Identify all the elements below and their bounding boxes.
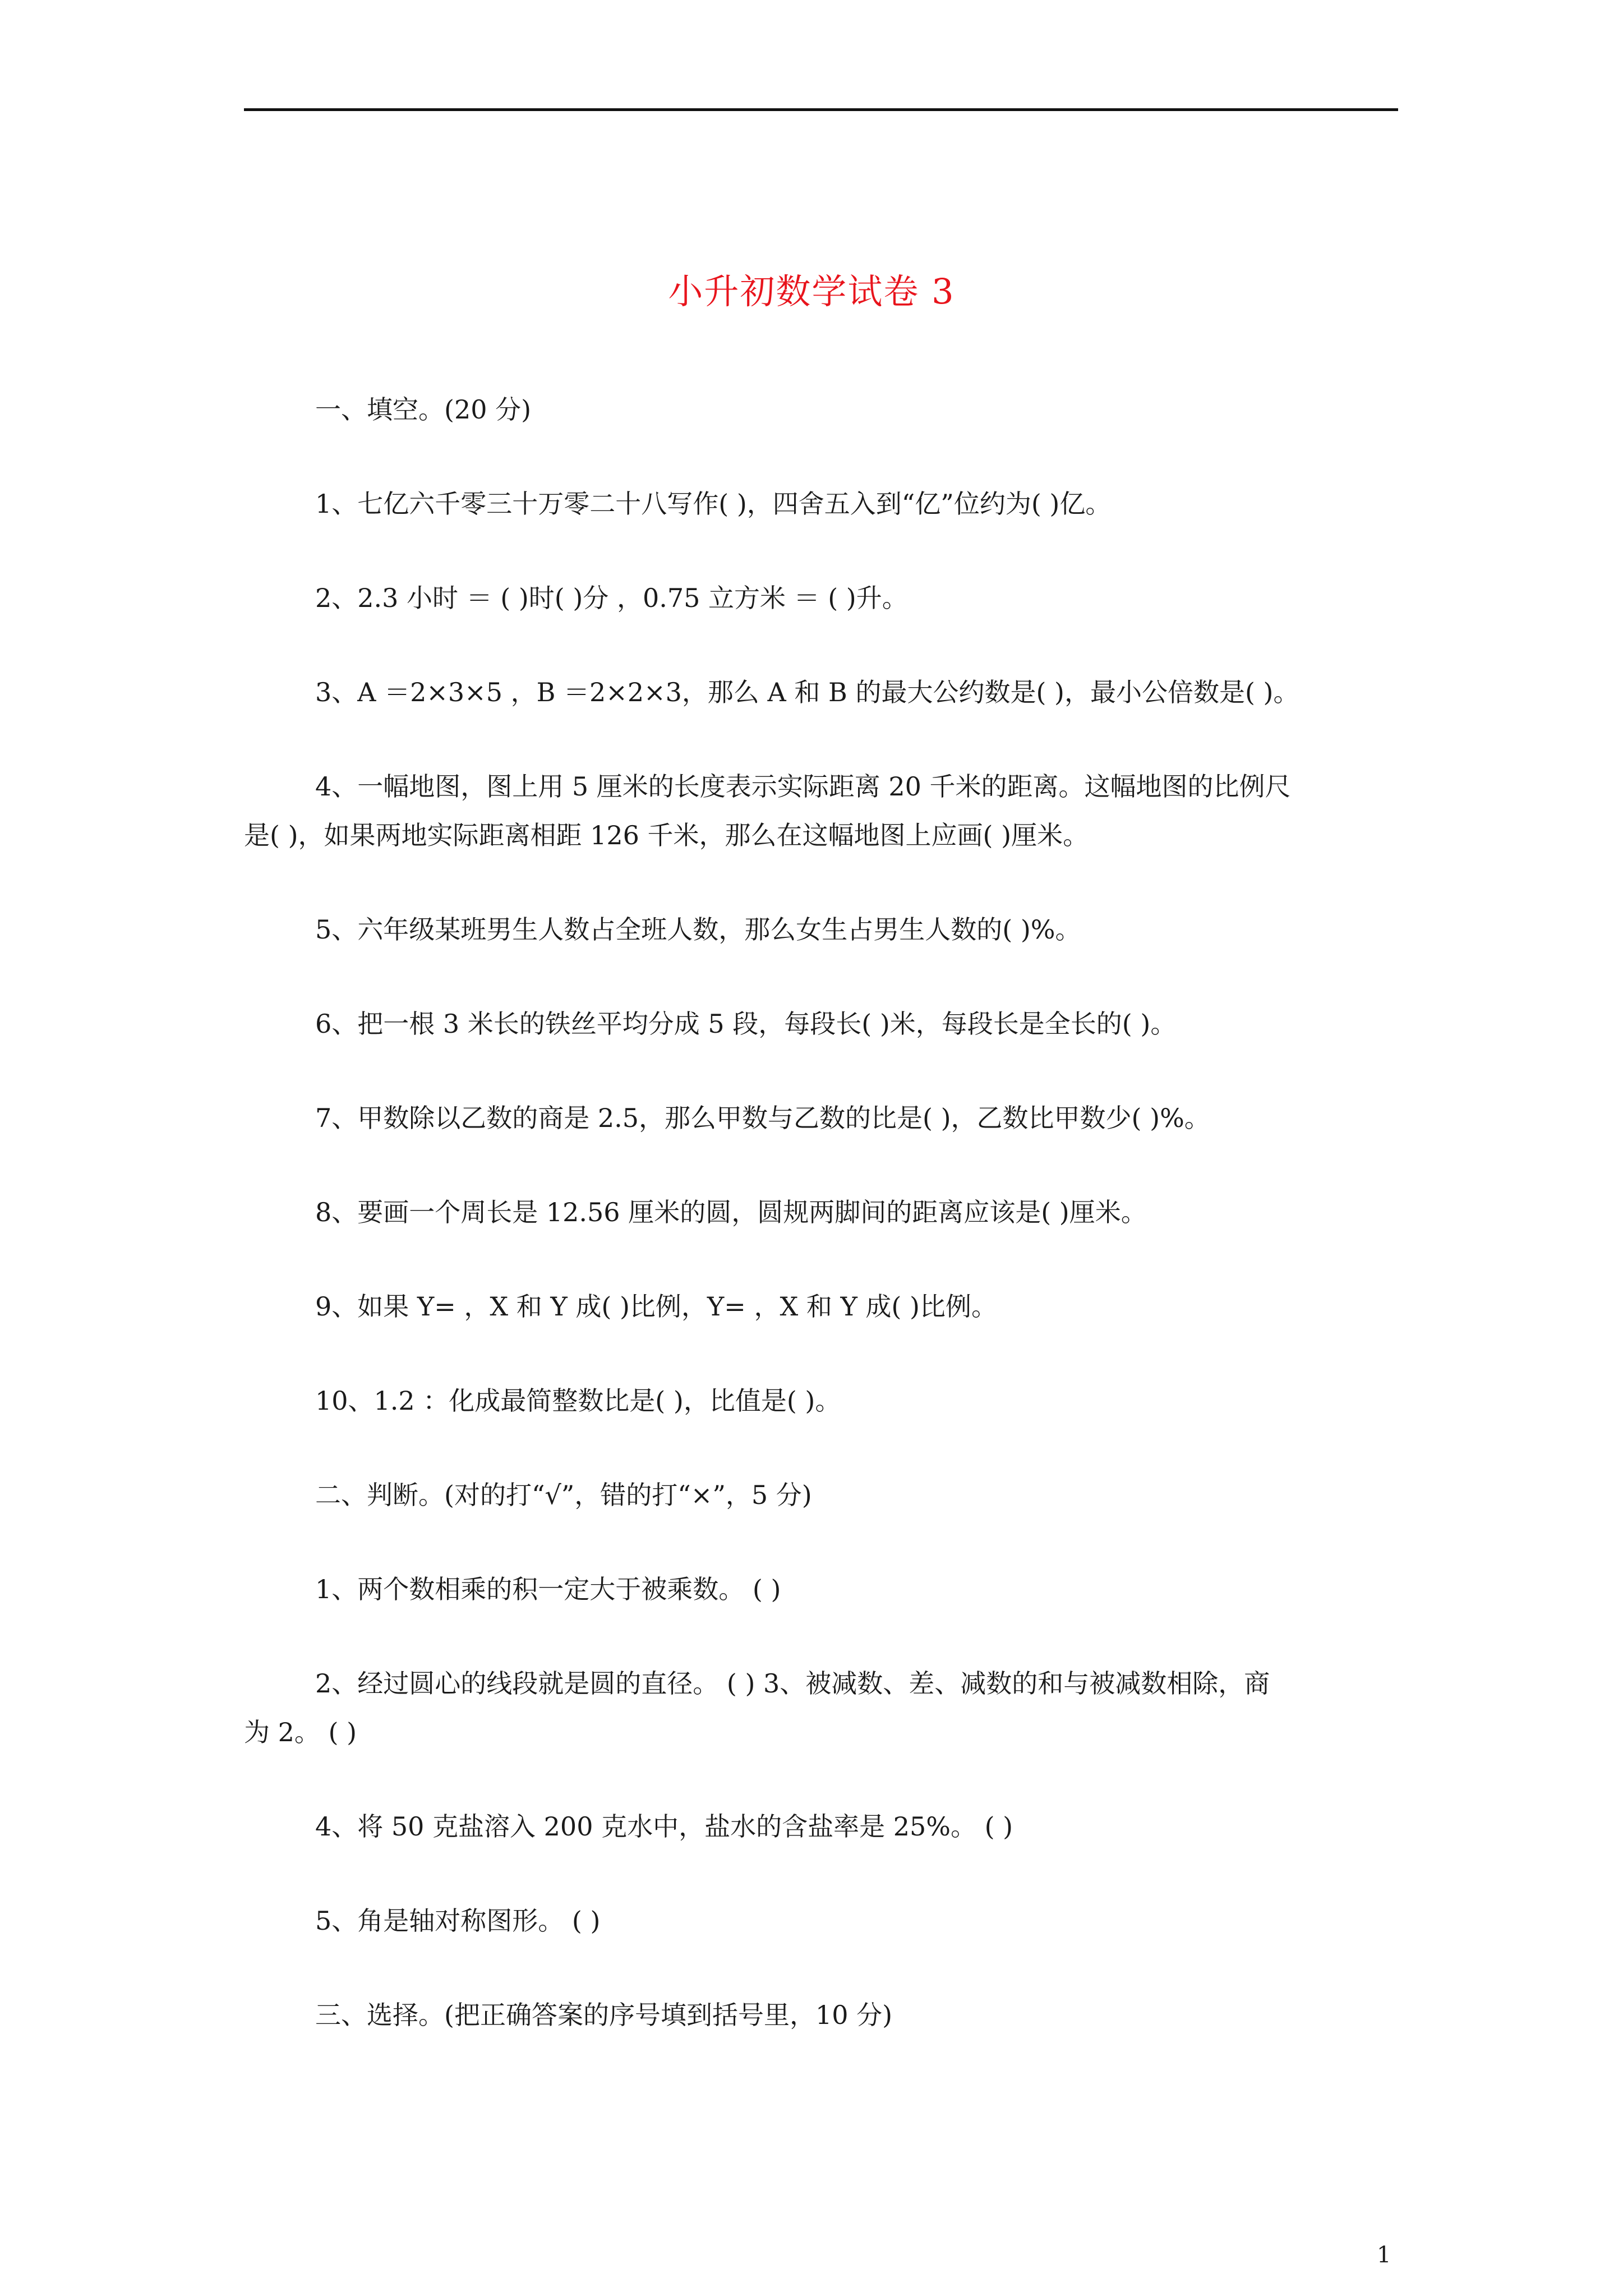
question-line: 4、一幅地图，图上用 5 厘米的长度表示实际距离 20 千米的距离。这幅地图的比例尺: [315, 771, 1291, 802]
question-line: 4、将 50 克盐溶入 200 克水中，盐水的含盐率是 25%。 ( ): [315, 1811, 1013, 1842]
question-line: 3、A ＝2×3×5 ，B ＝2×2×3，那么 A 和 B 的最大公约数是( )，最小公倍数是( )。: [315, 677, 1299, 707]
section-heading: 一、填空。(20 分): [315, 394, 532, 425]
section-heading: 三、选择。(把正确答案的序号填到括号里，10 分): [315, 2000, 893, 2030]
question-line: 7、甲数除以乙数的商是 2.5，那么甲数与乙数的比是( )，乙数比甲数少( )%。: [315, 1103, 1210, 1133]
question-line: 5、角是轴对称图形。 ( ): [315, 1906, 601, 1936]
question-line: 2、经过圆心的线段就是圆的直径。 ( ) 3、被减数、差、减数的和与被减数相除，商: [315, 1668, 1270, 1699]
question-line-continued: 是( )，如果两地实际距离相距 126 千米，那么在这幅地图上应画( )厘米。: [244, 820, 1089, 850]
question-line: 8、要画一个周长是 12.56 厘米的圆，圆规两脚间的距离应该是( )厘米。: [315, 1197, 1147, 1227]
question-line: 2、2.3 小时 ＝ ( )时( )分 ，0.75 立方米 ＝ ( )升。: [315, 583, 908, 613]
question-line: 1、两个数相乘的积一定大于被乘数。 ( ): [315, 1574, 781, 1604]
document-title: 小升初数学试卷 3: [668, 271, 955, 312]
question-line: 1、七亿六千零三十万零二十八写作( )，四舍五入到“亿”位约为( )亿。: [315, 489, 1112, 519]
question-line: 10、1.2 ：化成最简整数比是( )，比值是( )。: [315, 1386, 841, 1416]
page-number: 1: [1377, 2242, 1391, 2268]
question-line-continued: 为 2。 ( ): [244, 1717, 357, 1747]
header-rule: [244, 108, 1398, 111]
question-line: 6、把一根 3 米长的铁丝平均分成 5 段，每段长( )米，每段长是全长的( )。: [315, 1009, 1177, 1039]
section-heading: 二、判断。(对的打“√”，错的打“×”，5 分): [315, 1480, 812, 1510]
question-line: 9、如果 Y= ，X 和 Y 成( )比例，Y= ，X 和 Y 成( )比例。: [315, 1291, 997, 1322]
question-line: 5、六年级某班男生人数占全班人数，那么女生占男生人数的( )%。: [315, 914, 1081, 945]
